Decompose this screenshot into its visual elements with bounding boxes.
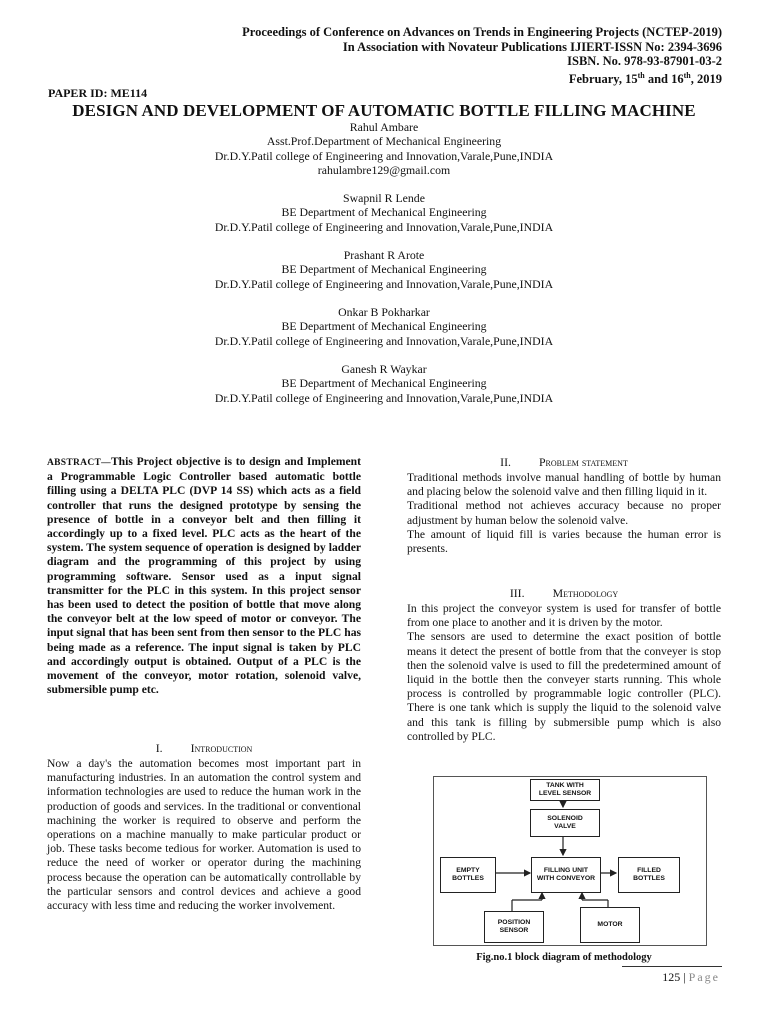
- paragraph: The sensors are used to determine the exact position of bottle means it detect the present of bottle from that the conveyer is stop then the solenoid valve is used to fill the predetermined amount of liquid in the bottle then the conveyer starts running. This whole process is controlled by programmable logic controller (PLC). There is one tank which is supply the liquid to the solenoid valve and this tank is filling by submersible pump which is also controlled by PLC.: [407, 630, 721, 743]
- author-block: [0, 191, 768, 234]
- header-line-3: ISBN. No. 978-93-87901-03-2: [567, 54, 722, 68]
- paragraph: The amount of liquid fill is varies because the human error is presents.: [407, 527, 721, 556]
- paper-id: PAPER ID: ME114: [48, 86, 148, 100]
- author-block: [0, 305, 768, 348]
- author-dept: BE Department of Mechanical Engineering: [281, 319, 487, 334]
- author-college: Dr.D.Y.Patil college of Engineering and Innovation,Varale,Pune,INDIA: [214, 390, 554, 405]
- solenoid-valve-block: SOLENOID VALVE: [530, 809, 600, 837]
- author-dept: Asst.Prof.Department of Mechanical Engineering: [266, 134, 502, 149]
- author-email: rahulambre129@gmail.com: [317, 162, 451, 177]
- position-sensor-block: POSITION SENSOR: [484, 911, 544, 943]
- footer-divider: [622, 966, 722, 967]
- abstract-text: This Project objective is to design and Implement a Programmable Logic Controller based automatic bottle filling using a DELTA PLC (DVP 14 SS) which acts as a field controller that runs the designed prototype by sensing the presence of bottle in a conveyor belt and then filling it accordingly up to a fixed level. PLC acts as the heart of the system. The system sequence of operation is designed by ladder diagram and the programming of this project by using programming software. Sensor used as a input signal transmitter for the PLC in this system. In this project sensor has been used to detect the position of bottle that move along the conveyor belt at the low speed of motor or conveyor. The input signal that has been sent from then sensor to the PLC has being made as a reference. The input signal is taken by PLC and accordingly output is obtained. Output of a PLC is the movement of the conveyor, motor rotation, solenoid valve, submersible pump etc.: [47, 455, 361, 697]
- abstract: [47, 455, 361, 697]
- tank-level-sensor-block: TANK WITH LEVEL SENSOR: [530, 779, 600, 801]
- motor-block: MOTOR: [580, 907, 640, 943]
- section-heading-problem: II. Problem statement: [500, 455, 628, 469]
- conference-header: [122, 25, 722, 86]
- author-block: [0, 248, 768, 291]
- header-line-2: In Association with Novateur Publications IJIERT-ISSN No: 2394-3696: [342, 39, 722, 54]
- empty-bottles-block: EMPTY BOTTLES: [440, 857, 496, 893]
- author-name: Prashant R Arote: [343, 248, 425, 262]
- author-dept: BE Department of Mechanical Engineering: [281, 376, 487, 391]
- section-heading-methodology: III. Methodology: [509, 586, 619, 600]
- author-block: [0, 120, 768, 177]
- author-college: Dr.D.Y.Patil college of Engineering and Innovation,Varale,Pune,INDIA: [214, 219, 554, 234]
- page-number: 125 | Page: [662, 970, 720, 984]
- methodology-text: [407, 602, 721, 744]
- author-name: Swapnil R Lende: [343, 191, 425, 205]
- author-dept: BE Department of Mechanical Engineering: [281, 262, 487, 277]
- author-name: Ganesh R Waykar: [341, 362, 427, 376]
- author-college: Dr.D.Y.Patil college of Engineering and Innovation,Varale,Pune,INDIA: [214, 148, 554, 163]
- header-line-1: Proceedings of Conference on Advances on Trends in Engineering Projects (NCTEP-2019): [242, 25, 722, 39]
- author-college: Dr.D.Y.Patil college of Engineering and Innovation,Varale,Pune,INDIA: [214, 333, 554, 348]
- author-block: [0, 362, 768, 405]
- filling-unit-block: FILLING UNIT WITH CONVEYOR: [531, 857, 601, 893]
- header-line-4: February, 15th and 16th, 2019: [568, 70, 722, 86]
- author-name: Onkar B Pokharkar: [338, 305, 430, 319]
- block-diagram: [433, 776, 707, 946]
- author-name: Rahul Ambare: [349, 120, 419, 134]
- author-college: Dr.D.Y.Patil college of Engineering and Innovation,Varale,Pune,INDIA: [214, 276, 554, 291]
- abstract-label: ABSTRACT—: [47, 458, 111, 468]
- paragraph: Traditional method not achieves accuracy because no proper adjustment by human below the solenoid valve.: [407, 499, 721, 527]
- filled-bottles-block: FILLED BOTTLES: [618, 857, 680, 893]
- introduction-text: Now a day's the automation becomes most important part in manufacturing industries. In an automation the control system and information technologies are used to reduce the human work in the production of goods and services. In the traditional or conventional machining the worker is required to observe and perform the operations on a machine manually to make particular product or job. These tasks become tedious for worker. Automation is used to reduce the need of worker or operator during the machining process because the operation can be automatically controllable by the particular sensors and control devices and achieve a good accuracy with less time and reducing the worker involvement.: [47, 757, 361, 913]
- paragraph: In this project the conveyor system is used for transfer of bottle from one place to another and it is driven by the motor.: [407, 602, 721, 630]
- section-heading-introduction: I. Introduction: [155, 741, 253, 755]
- paragraph: Traditional methods involve manual handling of bottle by human and placing below the solenoid valve and then filling liquid in it.: [407, 471, 721, 499]
- problem-statement: [407, 471, 721, 556]
- author-dept: BE Department of Mechanical Engineering: [281, 205, 487, 220]
- paper-title: DESIGN AND DEVELOPMENT OF AUTOMATIC BOTTLE FILLING MACHINE: [72, 101, 696, 120]
- figure-caption: Fig.no.1 block diagram of methodology: [476, 952, 652, 963]
